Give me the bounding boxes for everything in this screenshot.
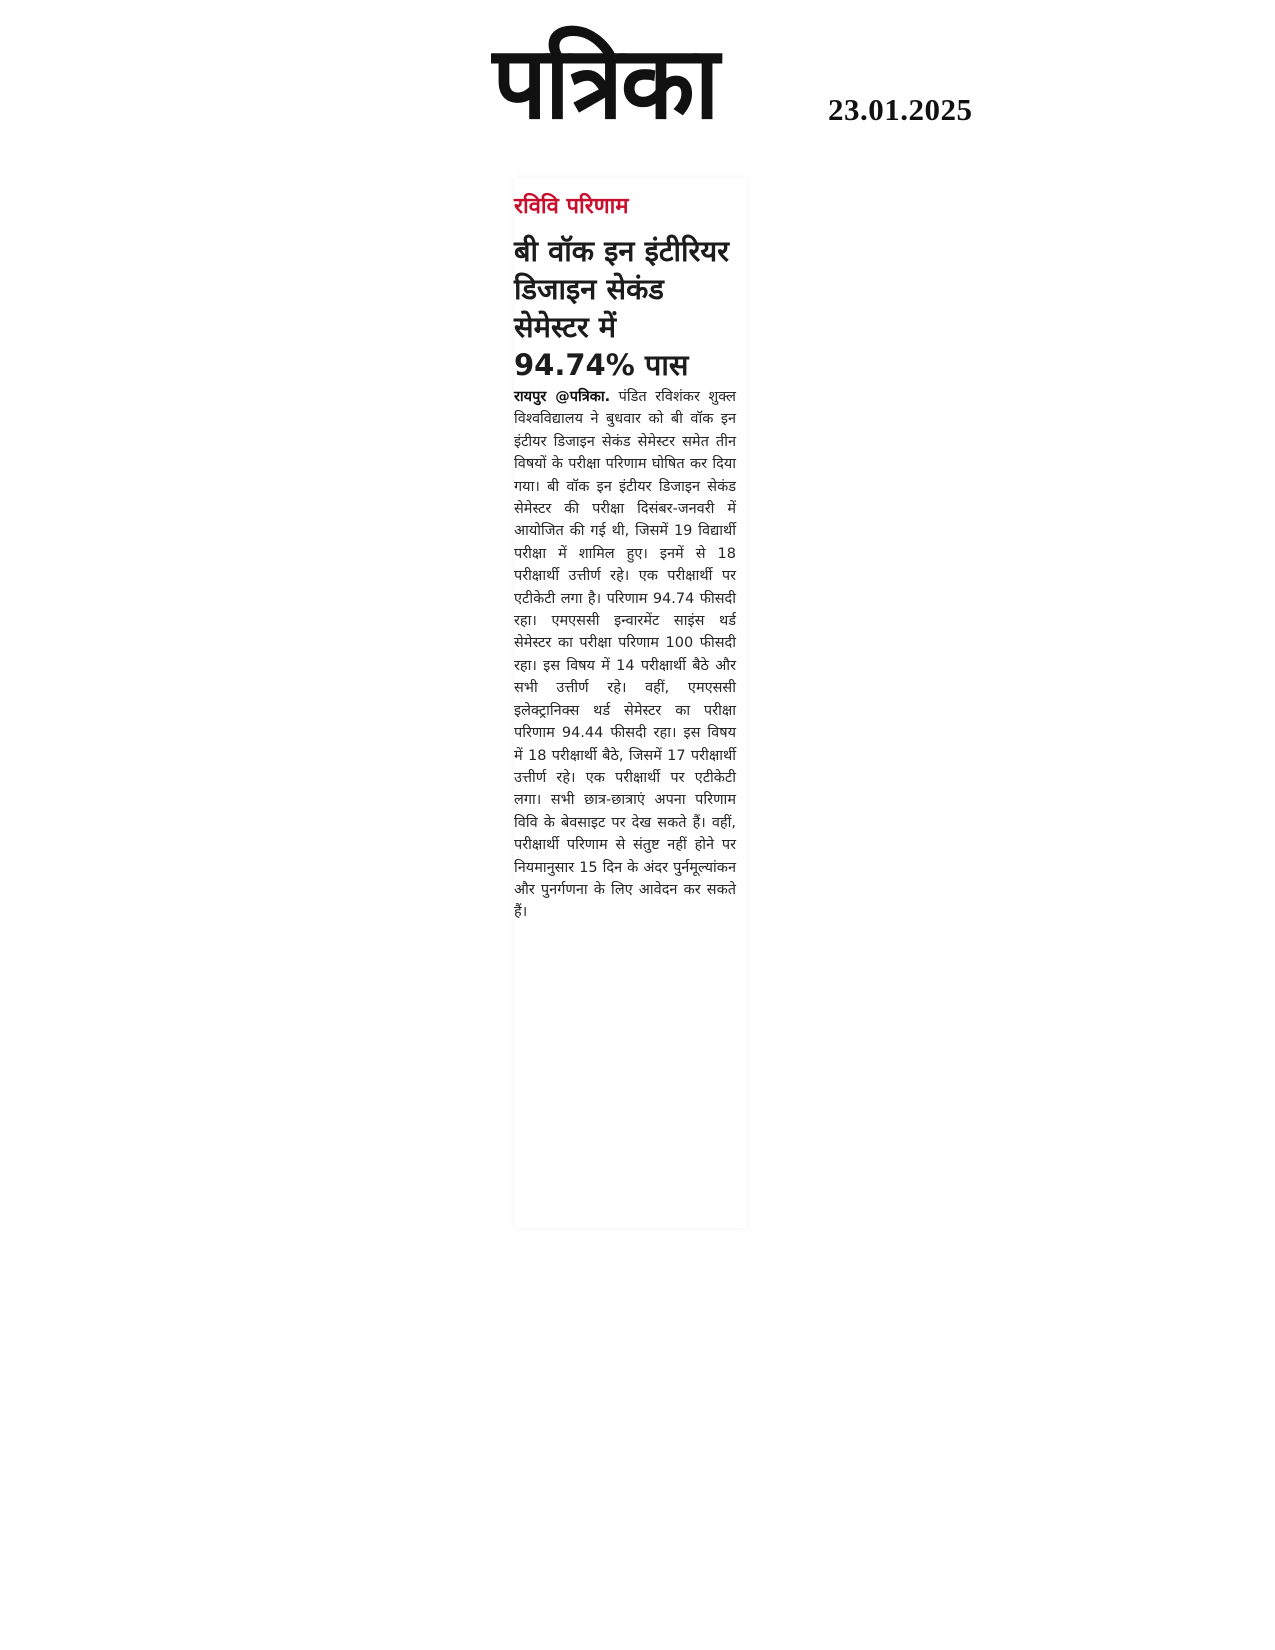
article-headline: बी वॉक इन इंटीरियर डिजाइन सेकंड सेमेस्टर में 94.74% पास — [514, 234, 730, 382]
article-dateline: रायपुर @पत्रिका. — [514, 389, 611, 405]
article-clipping — [514, 178, 746, 1228]
section-label: रविवि परिणाम — [514, 194, 629, 219]
newspaper-masthead — [440, 18, 770, 148]
article-body — [514, 386, 736, 924]
issue-date: 23.01.2025 — [828, 92, 973, 127]
article-body-text: पंडित रविशंकर शुक्ल विश्वविद्यालय ने बुधवार को बी वॉक इन इंटीयर डिजाइन सेकंड सेमेस्टर समेत तीन विषयों के परीक्षा परिणाम घोषित कर दिया गया। बी वॉक इन इंटीयर डिजाइन सेकंड सेमेस्टर की परीक्षा दिसंबर-जनवरी में आयोजित की गई थी, जिसमें 19 विद्यार्थी परीक्षा में शामिल हुए। इनमें से 18 परीक्षार्थी उत्तीर्ण रहे। एक परीक्षार्थी पर एटीकेटी लगा है। परिणाम 94.74 फीसदी रहा। एमएससी इन्वारमेंट साइंस थर्ड सेमेस्टर का परीक्षा परिणाम 100 फीसदी रहा। इस विषय में 14 परीक्षार्थी बैठे और सभी उत्तीर्ण रहे। वहीं, एमएससी इलेक्ट्रानिक्स थर्ड सेमेस्टर का परीक्षा परिणाम 94.44 फीसदी रहा। इस विषय में 18 परीक्षार्थी बैठे, जिसमें 17 परीक्षार्थी उत्तीर्ण रहे। एक परीक्षार्थी पर एटीकेटी लगा। सभी छात्र-छात्राएं अपना परिणाम विवि के बेवसाइट पर देख सकते हैं। वहीं, परीक्षार्थी परिणाम से संतुष्ट नहीं होने पर नियमानुसार 15 दिन के अंदर पुर्नमूल्यांकन और पुनर्गणना के लिए आवेदन कर सकते हैं। — [514, 389, 736, 921]
newspaper-logo-text: पत्रिका — [492, 23, 718, 142]
